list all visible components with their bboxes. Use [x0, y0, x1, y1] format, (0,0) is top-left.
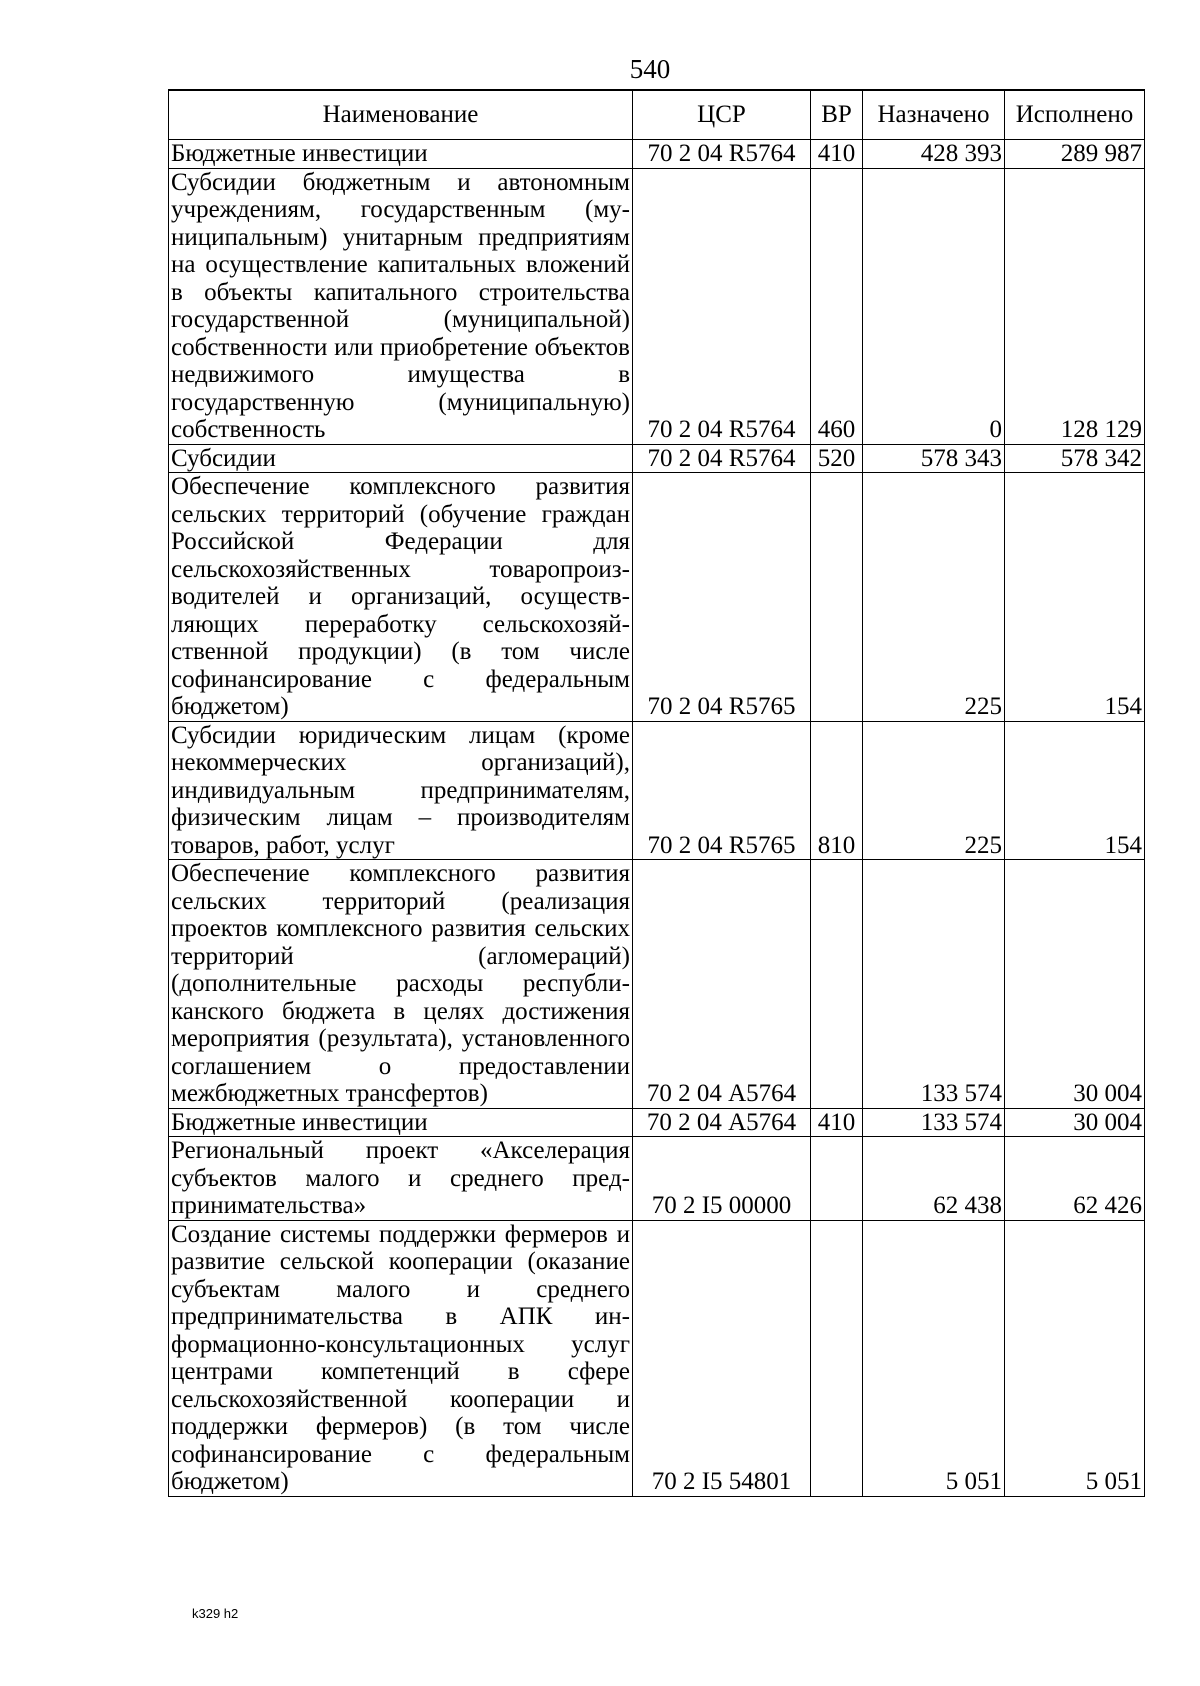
- row-vr: 410: [811, 140, 863, 169]
- table-row: [169, 140, 1145, 169]
- table-row: [169, 1137, 1145, 1221]
- row-name: Создание системы поддержки фермеров и развитие сельской кооперации (оказание субъектам малого и среднего предпринимательства в АПК информационно-консультационных услуг центрами компетенций в сфере сельскохозяйственной кооперации и поддержки фермеров) (в том числе софинансирование с федеральным бюджетом): [169, 1220, 633, 1496]
- row-vr: [811, 473, 863, 722]
- row-csr: 70 2 04 А5764: [633, 1108, 811, 1137]
- header-assigned: Назначено: [863, 90, 1005, 140]
- row-name: Обеспечение комплексного развития сельских территорий (реализация проектов комплексного развития сельских территорий (агломераций) (дополнительные расходы республиканского бюджета в целях достижения мероприятия (результата), установленного соглашением о предоставлении межбюджетных трансфертов): [169, 860, 633, 1109]
- row-assigned: 133 574: [863, 1108, 1005, 1137]
- row-executed: 30 004: [1005, 1108, 1145, 1137]
- row-name: Бюджетные инвестиции: [169, 1108, 633, 1137]
- row-csr: 70 2 04 R5764: [633, 168, 811, 444]
- row-assigned: 62 438: [863, 1137, 1005, 1221]
- row-csr: 70 2 04 А5764: [633, 860, 811, 1109]
- header-row: [169, 90, 1145, 140]
- row-assigned: 578 343: [863, 444, 1005, 473]
- row-executed: 289 987: [1005, 140, 1145, 169]
- row-csr: 70 2 I5 00000: [633, 1137, 811, 1221]
- header-executed: Исполнено: [1005, 90, 1145, 140]
- row-csr: 70 2 04 R5764: [633, 444, 811, 473]
- table-body: [169, 140, 1145, 1497]
- row-assigned: 225: [863, 721, 1005, 860]
- row-name: Субсидии: [169, 444, 633, 473]
- row-executed: 30 004: [1005, 860, 1145, 1109]
- header-vr: ВР: [811, 90, 863, 140]
- page-number: 540: [629, 54, 671, 84]
- table-header: [169, 90, 1145, 140]
- table-row: [169, 860, 1145, 1109]
- row-name: Субсидии юридическим лицам (кроме некоммерческих организаций), индивидуальным предпринимателям, физическим лицам – производителям товаров, работ, услуг: [169, 721, 633, 860]
- row-executed: 578 342: [1005, 444, 1145, 473]
- row-vr: 410: [811, 1108, 863, 1137]
- row-assigned: 5 051: [863, 1220, 1005, 1496]
- footer-code: k329 h2: [192, 1606, 239, 1621]
- row-executed: 62 426: [1005, 1137, 1145, 1221]
- row-name: Субсидии бюджетным и автономным учреждениям, государственным (муниципальным) унитарным предприятиям на осуществление капитальных вложений в объекты капитального строительства государственной (муниципальной) собственности или приобретение объектов недвижимого имущества в государственную (муниципальную) собственность: [169, 168, 633, 444]
- row-executed: 128 129: [1005, 168, 1145, 444]
- row-csr: 70 2 04 R5764: [633, 140, 811, 169]
- row-name: Региональный проект «Акселерация субъектов малого и среднего предпринимательства»: [169, 1137, 633, 1221]
- row-executed: 5 051: [1005, 1220, 1145, 1496]
- row-vr: 520: [811, 444, 863, 473]
- table-row: [169, 1220, 1145, 1496]
- row-assigned: 428 393: [863, 140, 1005, 169]
- row-vr: [811, 1137, 863, 1221]
- budget-table: [168, 89, 1145, 1497]
- row-name: Бюджетные инвестиции: [169, 140, 633, 169]
- table-row: [169, 721, 1145, 860]
- row-csr: 70 2 04 R5765: [633, 473, 811, 722]
- row-executed: 154: [1005, 473, 1145, 722]
- row-assigned: 225: [863, 473, 1005, 722]
- row-executed: 154: [1005, 721, 1145, 860]
- table-row: [169, 473, 1145, 722]
- table-row: [169, 1108, 1145, 1137]
- row-vr: [811, 860, 863, 1109]
- row-csr: 70 2 I5 54801: [633, 1220, 811, 1496]
- row-name: Обеспечение комплексного развития сельских территорий (обучение граждан Российской Федерации для сельскохозяйственных товаропроизводителей и организаций, осуществляющих переработку сельскохозяйственной продукции) (в том числе софинансирование с федеральным бюджетом): [169, 473, 633, 722]
- row-assigned: 133 574: [863, 860, 1005, 1109]
- row-vr: 810: [811, 721, 863, 860]
- table-row: [169, 168, 1145, 444]
- row-csr: 70 2 04 R5765: [633, 721, 811, 860]
- header-csr: ЦСР: [633, 90, 811, 140]
- row-assigned: 0: [863, 168, 1005, 444]
- row-vr: 460: [811, 168, 863, 444]
- header-name: Наименование: [169, 90, 633, 140]
- table-row: [169, 444, 1145, 473]
- row-vr: [811, 1220, 863, 1496]
